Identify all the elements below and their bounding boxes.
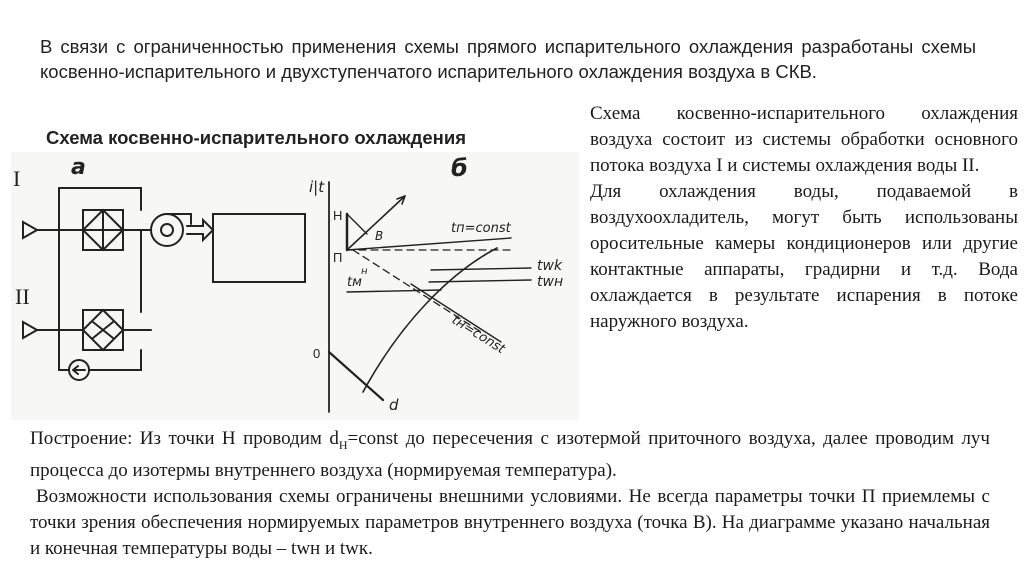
line-0-d (329, 352, 383, 400)
tm-superscript: н (361, 266, 368, 277)
twn-line (429, 280, 531, 282)
isotherm-tp (347, 238, 511, 250)
air-inlet-triangle-lower (23, 322, 37, 338)
point-V-label: В (375, 229, 384, 243)
construction-description (30, 426, 990, 562)
point-0-label: 0 (313, 346, 321, 361)
circuit-I-label: I (13, 166, 21, 191)
intro-paragraph: В связи с ограниченностью применения схемы прямого испарительного охлаждения разработаны схемы косвенно-испарительного и двухступенчатого испарительного охлаждения воздуха в СКВ. (40, 36, 976, 82)
circuit-II-label: II (15, 284, 30, 309)
side-paragraph-1: Схема косвенно-испарительного охлаждения воздуха состоит из системы обработки основного потока воздуха I и системы охлаждения воды II. (590, 103, 1018, 176)
bottom-paragraph-1-part1: Построение: Из точки Н проводим d (30, 428, 339, 449)
fan-icon (151, 214, 183, 246)
scheme-drawing (11, 152, 579, 420)
figure-label-b: б (451, 154, 468, 182)
line-d-label: d (389, 396, 399, 414)
tp-const-label: tп=const (451, 221, 511, 236)
dh-subscript: H (338, 437, 348, 452)
tm-label: tм (347, 275, 362, 290)
twk-label: twk (537, 258, 563, 274)
diagram-title: Схема косвенно-испарительного охлаждения (46, 127, 466, 148)
bottom-paragraph-1 (30, 426, 990, 484)
point-P-label: П (333, 250, 343, 265)
air-inlet-triangle-upper (23, 222, 37, 238)
tm-line (347, 290, 441, 292)
scheme-figure (11, 152, 579, 420)
axis-label: i|t (309, 178, 325, 196)
side-paragraph-2: Для охлаждения воды, подаваемой в воздухоохладитель, могут быть использованы оросительные камеры кондиционеров или другие контактные аппараты, градирни и т.д. Вода охлаждается в результате испарения в потоке наружного воздуха. (590, 181, 1018, 332)
bottom-paragraph-2: Возможности использования схемы ограничены внешними условиями. Не всегда параметры точки П приемлемы с точки зрения обеспечения нормируемых параметров внутреннего воздуха (точка В). На диаграмме указано начальная и конечная температуры воды – twн и twк. (30, 485, 990, 559)
th-const-label: tн=const (448, 312, 508, 358)
point-H-label: Н (333, 208, 343, 223)
bottom-paragraph-1-part2: =const до пересечения с изотермой приточного воздуха, далее проводим луч процесса до изотермы внутреннего воздуха (нормируемая температура). (30, 428, 990, 481)
side-description (590, 101, 1018, 335)
room-box (213, 214, 305, 282)
twn-label: twн (537, 274, 564, 290)
figure-label-a: а (71, 155, 86, 180)
twk-line (431, 268, 531, 270)
circuit-schematic (23, 188, 305, 380)
id-diagram (309, 178, 563, 414)
